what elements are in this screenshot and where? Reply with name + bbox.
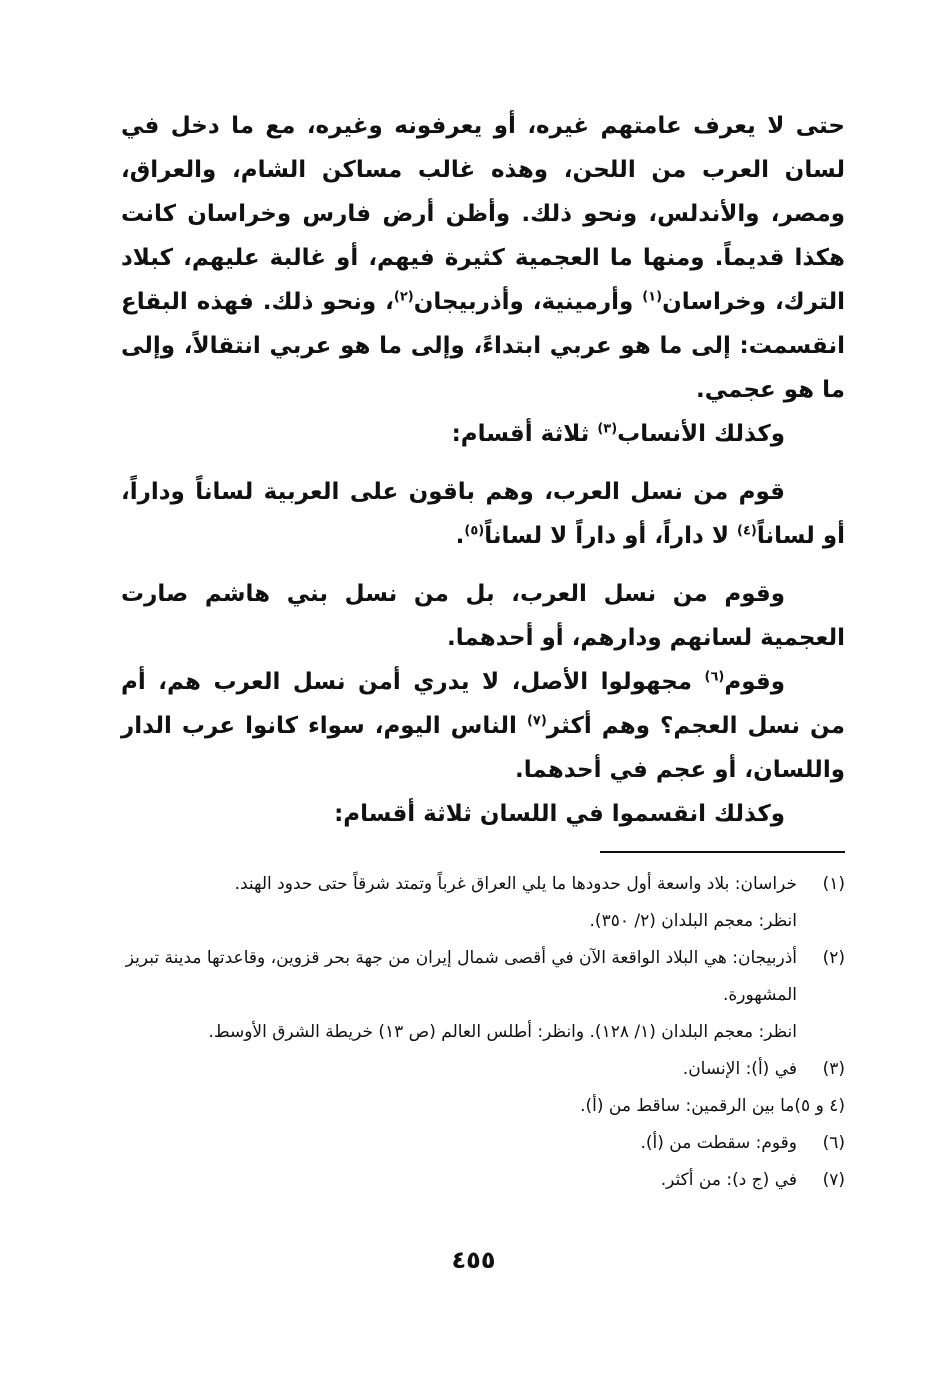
- footnote-body: [121, 866, 797, 940]
- footnote-line: في (أ): الإنسان.: [682, 1059, 797, 1079]
- footnote-ref-7: (٧): [526, 713, 547, 729]
- footnote-line: انظر: معجم البلدان (١/ ١٢٨). وانظر: أطلس العالم (ص ١٣) خريطة الشرق الأوسط.: [208, 1022, 797, 1042]
- footnote-2: [121, 940, 845, 1051]
- footnote-number: (٤ و ٥): [794, 1096, 845, 1116]
- footnote-ref-1: (١): [642, 289, 663, 305]
- paragraph-2: [121, 412, 845, 456]
- footnote-body: [121, 940, 797, 1051]
- footnotes: [121, 866, 845, 1199]
- paragraph-3-text: قوم من نسل العرب، وهم باقون على العربية لساناً وداراً، أو لساناً: [121, 479, 845, 549]
- footnote-line: خراسان: بلاد واسعة أول حدودها ما يلي العراق غرباً وتمتد شرقاً حتى حدود الهند.: [234, 874, 797, 894]
- paragraph-1-text-end: ، ونحو ذلك. فهذه البقاع انقسمت: إلى ما هو عربي ابتداءً، وإلى ما هو عربي انتقالاً، وإلى ما هو عجمي.: [121, 289, 845, 403]
- paragraph-2-text: وكذلك الأنساب: [617, 421, 785, 447]
- footnote-ref-4: (٤): [737, 523, 757, 539]
- footnote-body: [121, 1162, 797, 1199]
- page-number: ٤٥٥: [451, 1246, 496, 1274]
- footnote-6: [121, 1125, 845, 1162]
- paragraph-3: [121, 470, 845, 558]
- paragraph-5-text-mid: مجهولوا الأصل، لا يدري أمن نسل العرب هم، أم من نسل العجم؟ وهم أكثر: [121, 669, 845, 739]
- paragraph-1-text: حتى لا يعرف عامتهم غيره، أو يعرفونه وغيره، مع ما دخل في لسان العرب من اللحن، وهذه غالب مساكن الشام، والعراق، ومصر، والأندلس، ونحو ذلك. وأظن أرض فارس وخراسان كانت هكذا قديماً. ومنها ما العجمية كثيرة فيهم، أو غالبة عليهم، كبلاد الترك، وخراسان: [121, 113, 845, 315]
- footnote-line: انظر: معجم البلدان (٢/ ٣٥٠).: [589, 911, 797, 931]
- footnote-ref-2: (٢): [393, 289, 414, 305]
- footnote-line: أذربيجان: هي البلاد الواقعة الآن في أقصى شمال إيران من جهة بحر قزوين، وقاعدتها مدينة تبريز المشهورة.: [125, 948, 797, 1005]
- footnote-line: وقوم: سقطت من (أ).: [640, 1133, 797, 1153]
- main-text: [121, 104, 845, 836]
- footnote-number: (٦): [822, 1133, 845, 1153]
- paragraph-5-text: وقوم: [724, 669, 785, 695]
- footnote-ref-5: (٥): [464, 523, 485, 539]
- paragraph-4: وقوم من نسل العرب، بل من نسل بني هاشم صارت العجمية لسانهم ودارهم، أو أحدهما.: [121, 581, 845, 651]
- footnote-3: [121, 1051, 845, 1088]
- footnote-1: [121, 866, 845, 940]
- footnote-number: (٢): [822, 948, 845, 968]
- paragraph-1: [121, 104, 845, 412]
- footnote-ref-3: (٣): [597, 421, 618, 437]
- footnote-7: [121, 1162, 845, 1199]
- footnote-line: ما بين الرقمين: ساقط من (أ).: [580, 1096, 795, 1116]
- footnote-ref-6: (٦): [704, 669, 725, 685]
- footnote-number: (١): [822, 874, 845, 894]
- paragraph-2-text-end: ثلاثة أقسام:: [451, 421, 598, 447]
- footnote-number: (٧): [822, 1170, 845, 1190]
- footnote-body: [121, 1125, 797, 1162]
- paragraph-6: وكذلك انقسموا في اللسان ثلاثة أقسام:: [334, 801, 785, 827]
- paragraph-5: [121, 660, 845, 792]
- paragraph-1-text-mid: وأرمينية، وأذربيجان: [413, 289, 643, 315]
- footnote-body: [121, 1088, 794, 1125]
- footnote-number: (٣): [822, 1059, 845, 1079]
- footnote-line: في (ج د): من أكثر.: [660, 1170, 797, 1190]
- footnote-body: [121, 1051, 797, 1088]
- footnote-4-5: [121, 1088, 845, 1125]
- paragraph-3-text-tail: .: [455, 523, 465, 549]
- paragraph-3-text-end: لا داراً، أو داراً لا لساناً: [484, 523, 738, 549]
- footnote-divider: [600, 851, 845, 853]
- paragraph-5-text-end: الناس اليوم، سواء كانوا عرب الدار واللسان، أو عجم في أحدهما.: [121, 713, 845, 783]
